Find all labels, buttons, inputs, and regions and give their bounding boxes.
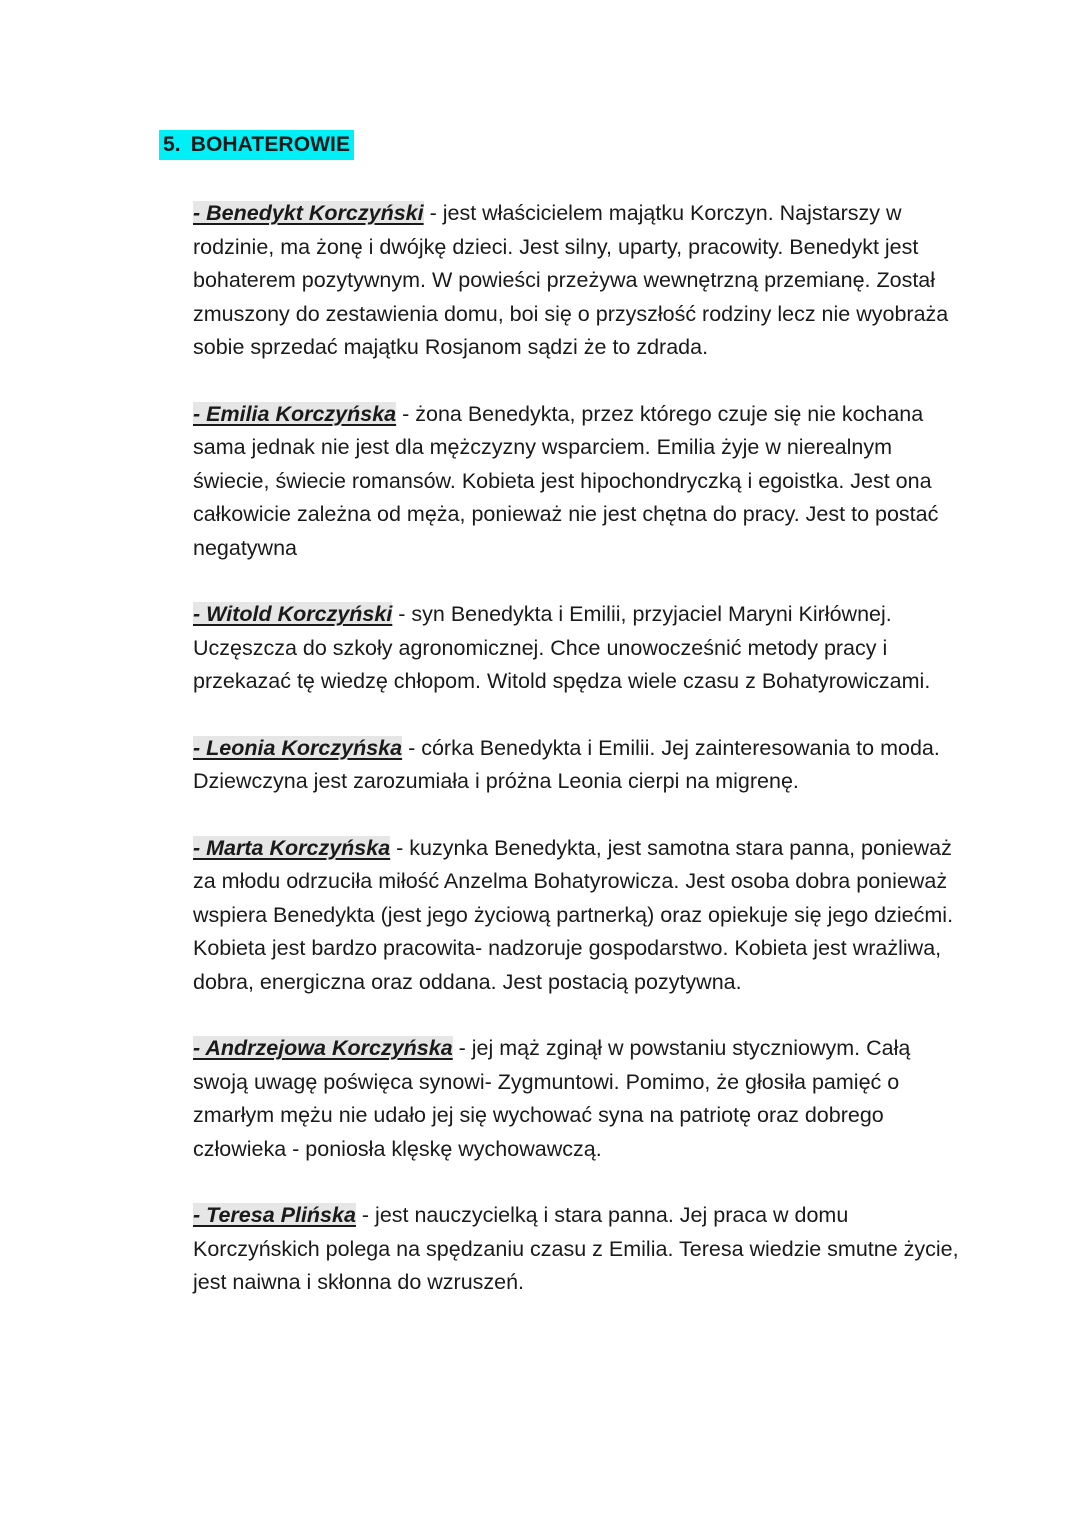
character-name: - Marta Korczyńska [193,835,391,860]
section-title: BOHATEROWIE [190,133,351,156]
section-heading [159,130,354,160]
character-description: - żona Benedykta, przez którego czuje się nie kochana sama jednak nie jest dla mężczyzny wsparciem. Emilia żyje w nierealnym świecie, świecie romansów. Kobieta jest hipochondryczką i egoistka. Jest ona całkowicie zależna od męża, ponieważ nie jest chętna do pracy. Jest to postać negatywna [193,401,939,560]
character-name: - Benedykt Korczyński [193,201,424,225]
character-entry [193,598,963,699]
character-list [193,197,963,1300]
character-name: - Emilia Korczyńska [193,401,397,426]
character-entry [193,832,963,1000]
character-name: - Andrzejowa Korczyńska [193,1036,453,1060]
character-description: - jest nauczycielką i stara panna. Jej praca w domu Korczyńskich polega na spędzaniu czasu z Emilia. Teresa wiedzie smutne życie, jest naiwna i skłonna do wzruszeń. [193,1203,959,1294]
character-entry [193,197,963,365]
character-entry [193,1032,963,1166]
character-description: - córka Benedykta i Emilii. Jej zainteresowania to moda. Dziewczyna jest zarozumiała i próżna Leonia cierpi na migrenę. [193,735,940,793]
character-name: - Teresa Plińska [193,1203,356,1227]
section-number: 5. [163,133,181,156]
character-description: - syn Benedykta i Emilii, przyjaciel Maryni Kirłównej. Uczęszcza do szkoły agronomicznej. Chce unowocześnić metody pracy i przekazać tę wiedzę chłopom. Witold spędza wiele czasu z Bohatyrowiczami. [193,602,931,693]
character-name: - Leonia Korczyńska [193,735,403,760]
character-name: - Witold Korczyński [193,602,393,626]
character-entry [193,732,963,799]
character-entry [193,1199,963,1300]
character-description: - jest właścicielem majątku Korczyn. Najstarszy w rodzinie, ma żonę i dwójkę dzieci. Jest silny, uparty, pracowity. Benedykt jest bohaterem pozytywnym. W powieści przeżywa wewnętrzną przemianę. Został zmuszony do zestawienia domu, boi się o przyszłość rodziny lecz nie wyobraża sobie sprzedać majątku Rosjanom sądzi że to zdrada. [193,201,949,359]
character-entry [193,398,963,566]
character-description: - kuzynka Benedykta, jest samotna stara panna, ponieważ za młodu odrzuciła miłość Anzelma Bohatyrowicza. Jest osoba dobra ponieważ wspiera Benedykta (jest jego życiową partnerką) oraz opiekuje się jego dziećmi. Kobieta jest bardzo pracowita- nadzoruje gospodarstwo. Kobieta jest wrażliwa, dobra, energiczna oraz oddana. Jest postacią pozytywna. [193,835,954,994]
character-description: - jej mąż zginął w powstaniu styczniowym. Całą swoją uwagę poświęca synowi- Zygmuntowi. Pomimo, że głosiła pamięć o zmarłym mężu nie udało jej się wychować syna na patriotę oraz dobrego człowieka - poniosła klęskę wychowawczą. [193,1036,911,1161]
